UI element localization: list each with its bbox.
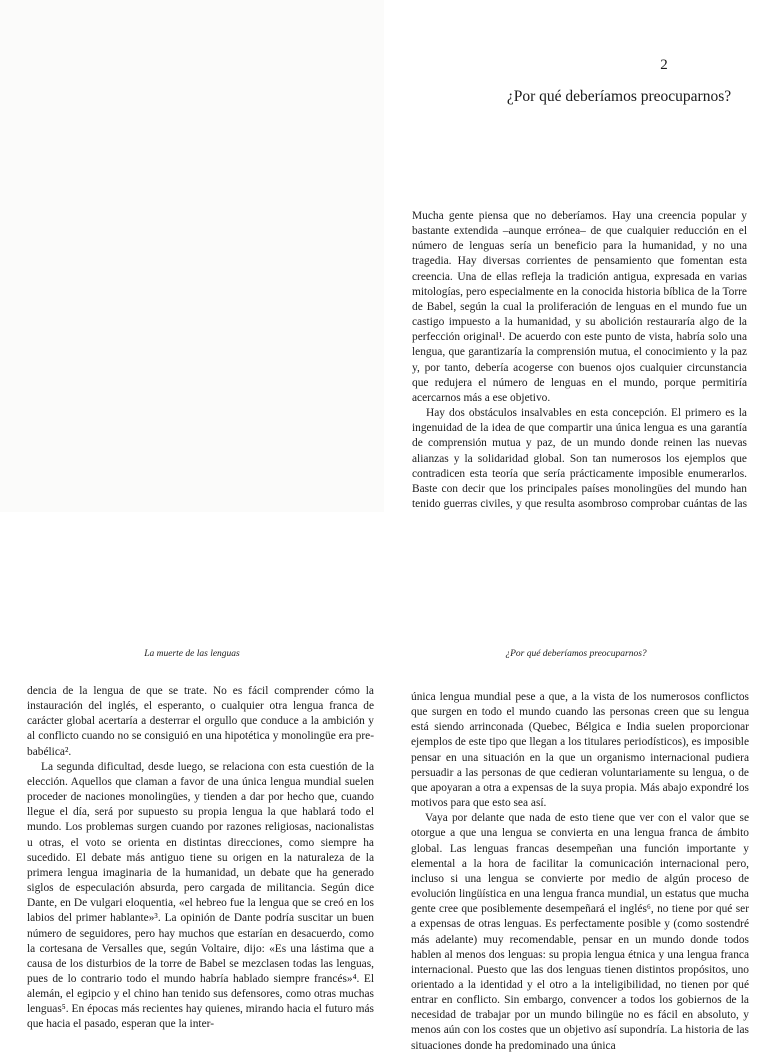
paragraph: única lengua mundial pese a que, a la vista de los numerosos conflictos que surgen en todo el mundo cuando las personas creen que su lengua está siendo arrinconada (Quebec, Bélgica e India suelen proporcionar ejemplos de este tipo que llegan a los titulares periodísticos), es imposible pensar en una situación en la que un organismo internacional pudiera persuadir a las personas de que cedieran voluntariamente su lengua, o de que apoyaran a otra a expensas de la suya propia. Más abajo expondré los motivos para que esto sea así.: [411, 691, 749, 810]
blank-page: [0, 0, 384, 512]
chapter-opening-page: [384, 0, 768, 512]
paragraph: Mucha gente piensa que no deberíamos. Hay una creencia popular y bastante extendida –aunque errónea– de que cualquier reducción en el número de lenguas sería un beneficio para la humanidad, y no una tragedia. Hay diversas corrientes de pensamiento que fomentan esta creencia. Una de ellas refleja la tradición antigua, expresada en varias mitologías, pero especialmente en la conocida historia bíblica de la Torre de Babel, según la cual la proliferación de lenguas en el mundo fue un castigo impuesto a la humanidad, y su abolición restauraría algo de la perfección original¹. De acuerdo con este punto de vista, habría solo una lengua, que garantizaría la comprensión mutua, el conocimiento y la paz y, por tanto, debería acogerse con buenos ojos cualquier circunstancia que redujera el número de lenguas en el mundo, porque permitiría acercarnos más a ese objetivo.: [412, 210, 747, 404]
chapter-title: ¿Por qué deberíamos preocuparnos?: [506, 88, 732, 105]
right-page: [384, 512, 768, 1052]
chapter-number: 2: [660, 57, 668, 73]
left-page: [0, 512, 384, 1031]
paragraph: dencia de la lengua de que se trate. No es fácil comprender cómo la instauración del inglés, el esperanto, o cualquier otra lengua franca de carácter global acertaría a desterrar el orgullo que conduce a la ambición y al conflicto cuando no se consiguió en una hipotética y monolingüe era pre-babélica².: [27, 685, 374, 758]
paragraph: Vaya por delante que nada de esto tiene que ver con el valor que se otorgue a que una lengua se convierta en una lengua franca de ámbito global. Las lenguas francas desempeñan una función importante y elemental a la hora de facilitar la comunicación internacional pero, incluso si una lengua se convierte por medio de algún proceso de evolución lingüística en una lengua franca mundial, un estatus que mucha gente cree que posiblemente desempeñará el inglés⁶, no tiene por qué ser a expensas de otras lenguas. Es perfectamente posible y (como sostendré más adelante) muy recomendable, pensar en un mundo donde todos hablen al menos dos lenguas: su propia lengua étnica y una lengua franca internacional. Puesto que las dos lenguas tienen distintos propósitos, uno orientado a la identidad y el otro a la inteligibilidad, no tienen por qué entrar en conflicto. Sin embargo, convencer a todos los gobiernos de la necesidad de trabajar por un mundo bilingüe no es fácil en absoluto, y menos aún con los costes que un objetivo así supondría. La historia de las situaciones donde ha predominado una única: [411, 812, 749, 1052]
running-head: La muerte de las lenguas: [144, 649, 240, 659]
paragraph: La segunda dificultad, desde luego, se relaciona con esta cuestión de la elección. Aquellos que claman a favor de una única lengua mundial suelen proceder de naciones monolingües, y tienden a dar por hecho que, cuando llegue el día, será por supuesto su propia lengua la que hablará todo el mundo. Los problemas surgen cuando por razones religiosas, nacionalistas u otras, el voto se orienta en distintas direcciones, como siempre ha sucedido. El debate más antiguo tiene su origen en la naturaleza de la primera lengua imaginaria de la humanidad, un debate que ha generado siglos de especulación absurda, pero cargada de militancia. Según dice Dante, en De vulgari eloquentia, «el hebreo fue la lengua que se creó en los labios del primer hablante»³. La opinión de Dante podría suscitar un buen número de seguidores, pero hay muchos que estarían en desacuerdo, como la cortesana de Versalles que, según Voltaire, dijo: «Es una lástima que a causa de los disturbios de la torre de Babel se mezclasen todas las lenguas, pues de lo contrario todo el mundo habría hablado siempre francés»⁴. El alemán, el egipcio y el chino han tenido sus defensores, como otras muchas lenguas⁵. En épocas más recientes hay quienes, mirando hacia el futuro más que hacia el pasado, esperan que la inter-: [27, 760, 374, 1031]
paragraph: Hay dos obstáculos insalvables en esta concepción. El primero es la ingenuidad de la idea de que compartir una única lengua es una garantía de comprensión mutua y paz, de un mundo donde reinen las nuevas alianzas y la solidaridad global. Son tan numerosos los ejemplos que contradicen esta teoría que sería prácticamente imposible enumerarlos. Baste con decir que los principales países monolingües del mundo han tenido guerras civiles, y que resulta asombroso comprobar cuántas de las: [412, 407, 747, 510]
body-text: [411, 690, 749, 1054]
body-text: [27, 684, 374, 1033]
running-head: ¿Por qué deberíamos preocuparnos?: [505, 649, 647, 659]
